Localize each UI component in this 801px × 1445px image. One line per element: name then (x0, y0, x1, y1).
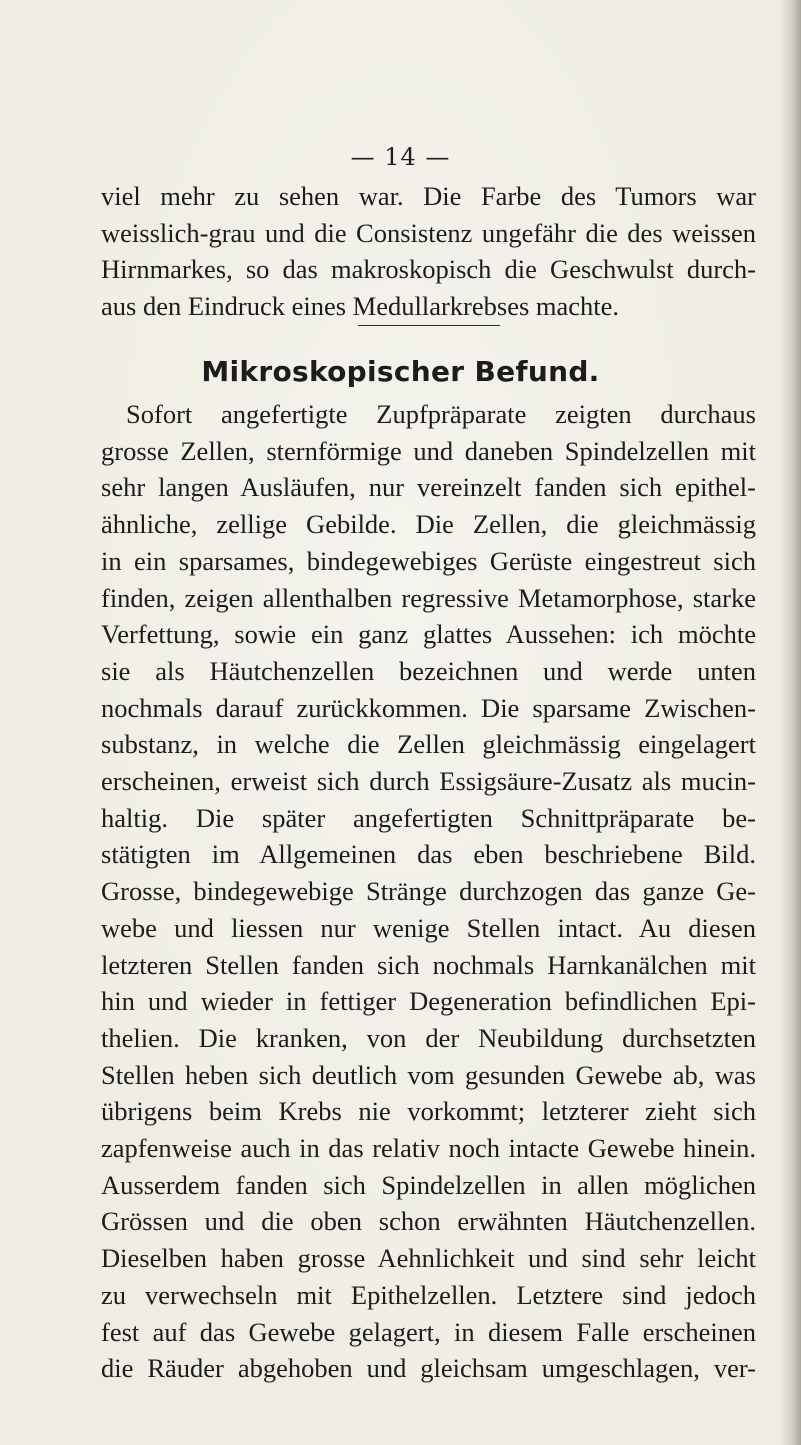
text-line: letzteren Stellen fanden sich nochmals Harnkanälchen mit (101, 949, 756, 980)
text-line: Hirnmarkes, so das makroskopisch die Geschwulst durch- (101, 254, 756, 285)
text-line: die Räuder abgehoben und gleichsam umgeschlagen, ver- (101, 1353, 756, 1384)
text-line: nochmals darauf zurückkommen. Die sparsame Zwischen- (101, 692, 756, 723)
text-line: erscheinen, erweist sich durch Essigsäure-Zusatz als mucin- (101, 766, 756, 797)
text-line: in ein sparsames, bindegewebiges Gerüste eingestreut sich (101, 545, 756, 576)
text-line: hin und wieder in fettiger Degeneration befindlichen Epi- (101, 986, 756, 1017)
text-line: Sofort angefertigte Zupfpräparate zeigten durchaus (126, 399, 756, 429)
section-divider (358, 325, 500, 326)
text-line: zu verwechseln mit Epithelzellen. Letztere sind jedoch (101, 1279, 756, 1310)
text-line: Stellen heben sich deutlich vom gesunden Gewebe ab, was (101, 1059, 756, 1090)
text-line: Dieselben haben grosse Aehnlichkeit und sind sehr leicht (101, 1243, 756, 1274)
text-line: haltig. Die später angefertigten Schnittpräparate be- (101, 802, 756, 833)
text-line: substanz, in welche die Zellen gleichmässig eingelagert (101, 729, 756, 760)
text-line: Ausserdem fanden sich Spindelzellen in allen möglichen (101, 1169, 756, 1200)
text-line: fest auf das Gewebe gelagert, in diesem Falle erscheinen (101, 1316, 756, 1347)
text-line: thelien. Die kranken, von der Neubildung durchsetzten (101, 1022, 756, 1053)
text-line: zapfenweise auch in das relativ noch intacte Gewebe hinein. (101, 1133, 756, 1164)
text-line: weisslich-grau und die Consistenz ungefähr die des weissen (101, 217, 756, 248)
text-line: ähnliche, zellige Gebilde. Die Zellen, die gleichmässig (101, 509, 756, 540)
page-number: — 14 — (350, 143, 451, 171)
paragraph-intro (101, 178, 756, 325)
text-line: Verfettung, sowie ein ganz glattes Aussehen: ich möchte (101, 619, 756, 650)
text-line: sie als Häutchenzellen bezeichnen und werde unten (101, 655, 756, 686)
text-line: stätigten im Allgemeinen das eben beschriebene Bild. (101, 839, 756, 870)
text-line: finden, zeigen allenthalben regressive Metamorphose, starke (101, 582, 756, 613)
text-line: Grössen und die oben schon erwähnten Häutchenzellen. (101, 1206, 756, 1237)
text-line: Grosse, bindegewebige Stränge durchzogen das ganze Ge- (101, 876, 756, 907)
text-line: übrigens beim Krebs nie vorkommt; letzterer zieht sich (101, 1096, 756, 1127)
paragraph-findings (101, 396, 756, 1387)
text-line: webe und liessen nur wenige Stellen intact. Au diesen (101, 912, 756, 943)
section-heading: Mikroskopischer Befund. (201, 355, 600, 388)
text-line: viel mehr zu sehen war. Die Farbe des Tumors war (101, 181, 756, 211)
text-line: grosse Zellen, sternförmige und daneben Spindelzellen mit (101, 435, 756, 466)
text-line: sehr langen Ausläufen, nur vereinzelt fanden sich epithel- (101, 472, 756, 503)
page-edge-shadow (779, 0, 801, 1445)
text-line: aus den Eindruck eines Medullarkrebses machte. (101, 291, 620, 322)
